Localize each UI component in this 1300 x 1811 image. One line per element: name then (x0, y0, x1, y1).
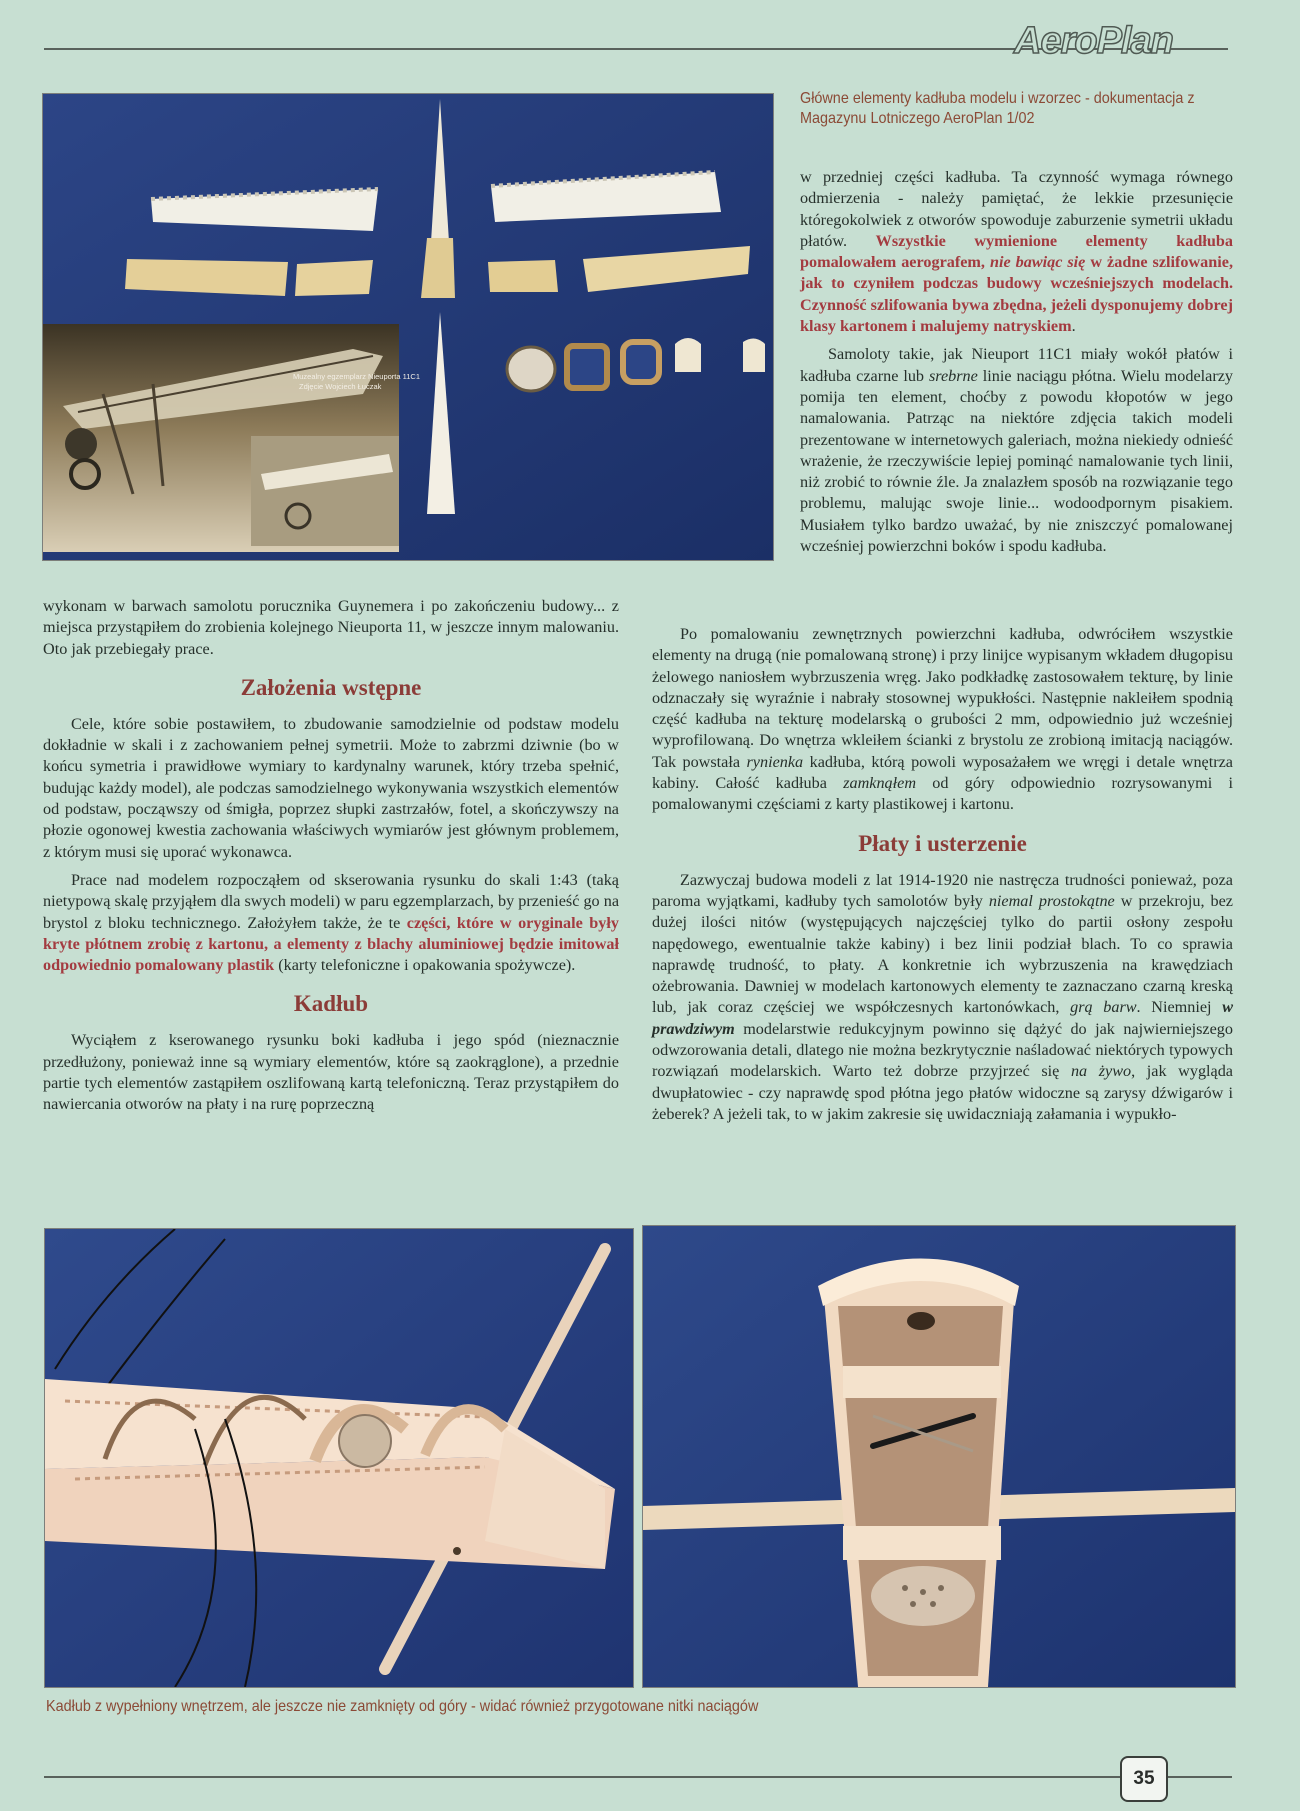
page-number: 35 (1120, 1756, 1168, 1802)
right-paragraph-2 (800, 344, 1233, 557)
fuselage-side-photo (44, 1228, 634, 1688)
right-p1-highlight-a: Wszystkie wymienione elementy kadłuba pomalowałem aerografem, (800, 231, 1233, 272)
left-p3-highlight: części, które w oryginale były kryte płótnem zrobię z kartonu, a elementy z blachy aluminiowej będzie imitował odpowiednio pomalowany plastik (43, 913, 619, 975)
left-p3-text-b: (karty telefoniczne i opakowania spożywcze). (274, 956, 576, 975)
right-p4-bold-italic: w prawdziwym (652, 998, 1233, 1038)
top-photo-caption: Główne elementy kadłuba modelu i wzorzec - dokumentacja z Magazynu Lotniczego AeroPlan 1/02 (800, 90, 1195, 127)
left-paragraph-2: Cele, które sobie postawiłem, to zbudowanie samodzielnie od podstaw modelu dokładnie w skali i z zachowaniem pełnej symetrii. Może to zabrzmi dziwnie (bo w końcu symetria i prawidłowe wymiary to kardynalny warunek, który trzeba spełnić, budując każdy model), ale podczas samodzielnego wykonywania wszystkich elementów od podstaw, począwszy od śmigła, poprzez słupki zastrzałów, fotel, a skończywszy na płozie ogonowej kwestia zachowania właściwych wymiarów jest głównym problemem, z którym musi się uporać wykonawca. (43, 714, 619, 861)
left-paragraph-4: Wyciąłem z kserowanego rysunku boki kadłuba i jego spód (nieznacznie przedłużony, ponieważ inne są wymiary elementów, które są zaokrąglone), a przednie partie tych elementów zastąpiłem oszlifowaną kartą telefoniczną. Teraz przystąpiłem do nawiercania otworów na płaty i na rurę poprzeczną (43, 1031, 619, 1114)
footer-rule (44, 1776, 1232, 1778)
fuselage-side-illustration (45, 1229, 633, 1687)
fuselage-top-illustration (643, 1226, 1235, 1687)
right-paragraph-1 (800, 167, 1233, 337)
bottom-photo-caption: Kadłub z wypełniony wnętrzem, ale jeszcze nie zamknięty od góry - widać również przygotowane nitki naciągów (46, 1698, 759, 1715)
right-p2-text-a: Samoloty takie, jak Nieuport 11C1 miały wokół płatów i kadłuba czarne lub (800, 345, 1233, 385)
inset-credit-line1: Muzealny egzemplarz Nieuporta 11C1 (293, 372, 421, 381)
heading-kadlub: Kadłub (293, 991, 369, 1017)
right-p4-text-a: Zazwyczaj budowa modeli z lat 1914-1920 nie nastręcza trudności ponieważ, poza paroma wyjątkami, kadłuby tych samolotów były (652, 870, 1233, 910)
right-p4-text-d: modelarstwie redukcyjnym powinno się dążyć do jak najwierniejszego odwzorowania detali, dlatego nie można bezkrytycznie naśladować niektórych typowych rozwiązań modelarskich. Warto też dobrze przyjrzeć się (652, 1019, 1233, 1081)
left-paragraph-3 (43, 870, 619, 976)
right-column-bottom (652, 624, 1233, 1132)
heading-platy: Płaty i usterzenie (858, 830, 1027, 856)
components-photo (42, 93, 774, 561)
right-p1-highlight-b: w żadne szlifowanie, jak to czyniłem podczas budowy wcześniejszych modelach. Czynność szlifowania bywa zbędna, jeżeli dysponujemy dobrej klasy kartonem i malujemy natryskiem (800, 253, 1233, 336)
left-column (43, 596, 619, 1123)
right-p3-text-c: od góry odpowiednio rozrysowanymi i pomalowanymi częściami z karty plastikowej i kartonu. (652, 774, 1233, 814)
right-p4-text-e: , jak wygląda dwupłatowiec - czy naprawdę spod płótna jego płatów widoczne są zarysy dźwigarów i żeberek? A jeżeli tak, to w jakim zakresie się uwidaczniają załamania i wypukło- (652, 1062, 1233, 1123)
heading-zalozenia: Założenia wstępne (240, 674, 422, 700)
aeroplan-logo (1014, 18, 1173, 62)
right-paragraph-4 (652, 870, 1233, 1126)
right-p3-text-a: Po pomalowaniu zewnętrznych powierzchni kadłuba, odwróciłem wszystkie elementy na drugą (nie pomalowaną stronę) i przy linijce wypisanym wkładem długopisu żelowego naniosłem wybrzuszenia wręg. Jako podkładkę zastosowałem tekturę, by linie odznaczały się wyraźnie i nabrały stosownej wypukłości. Następnie nakleiłem spodnią część kadłuba na tekturę modelarską o grubości 2 mm, odpowiednio już wcześniej wyprofilowaną. Do wnętrza wkleiłem ścianki z brystolu ze zrobioną imitacją naciągów. Tak powstała (652, 625, 1233, 771)
right-p3-text-b: kadłuba, którą powoli wyposażałem we wręgi i detale wnętrza kabiny. Całość kadłuba (652, 752, 1233, 793)
fuselage-top-photo (642, 1225, 1236, 1688)
right-p2-italic: srebrne (928, 366, 978, 385)
left-p3-text-a: Prace nad modelem rozpocząłem od skserowania rysunku do skali 1:43 (taką nietypową skalę przyjąłem dla swych modeli) w paru egzemplarzach, by przenieść go na brystol z bloku technicznego. Założyłem także, że te (43, 870, 619, 932)
right-p4-italic-a: niemal prostokątne (988, 891, 1115, 910)
right-p2-text-b: linie naciągu płótna. Wielu modelarzy pomija ten element, choćby z powodu kłopotów w jego namalowania. Patrząc na niektóre zdjęcia takich modeli prezentowane w internetowych galeriach, można niekiedy odnieść wrażenie, że rzeczywiście lepiej pominąć namalowanie tych linii, niż zrobić to równie źle. Ja znalazłem sposób na rozwiązanie tego problemu, malując swoje linie... wodoodpornym pisakiem. Musiałem tylko bardzo uważać, by nie zniszczyć pomalowanej wcześniej powierzchni boków i spodu kadłuba. (800, 366, 1233, 556)
right-p4-text-b: w przekroju, bez dużej ilości nitów (występujących najczęściej tylko do partii osłony zespołu napędowego, ewentualnie także kabiny) i bez linii podział blach. To co sprawia naprawdę trudność, to płaty. A konkretnie ich wybrzuszenia na krawędziach ożebrowania. Dawniej w modelach kartonowych elementy te zaznaczano czarną kreską lub, jak coraz częściej we współczesnych kartonówkach, (652, 891, 1233, 1017)
right-p1-period: . (1071, 317, 1076, 336)
right-p4-italic-c: na żywo (1070, 1062, 1132, 1081)
right-p1-text-a: w przedniej części kadłuba. Ta czynność wymaga równego odmierzenia - należy pamiętać, że lekkie przesunięcie któregokolwiek z otworów spowoduje zaburzenie symetrii układu płatów. (800, 168, 1233, 250)
right-paragraph-3 (652, 624, 1233, 816)
right-p3-italic-b: zamknąłem (843, 774, 917, 793)
right-column-top (800, 167, 1233, 564)
right-p4-italic-b: grą barw (1070, 998, 1137, 1017)
right-p4-text-c: . Niemniej (1136, 998, 1223, 1017)
inset-credit-line2: Zdjęcie Wojciech Łuczak (299, 382, 382, 391)
logo-text: AeroPlan (1014, 20, 1173, 62)
left-paragraph-1: wykonam w barwach samolotu porucznika Guynemera i po zakończeniu budowy... z miejsca przystąpiłem do zrobienia kolejnego Nieuporta 11, w jeszcze innym malowaniu. Oto jak przebiegały prace. (43, 597, 619, 658)
components-photo-illustration (43, 94, 773, 560)
right-p3-italic-a: rynienka (746, 752, 804, 771)
right-p1-highlight-italic: nie bawiąc się (989, 253, 1086, 272)
